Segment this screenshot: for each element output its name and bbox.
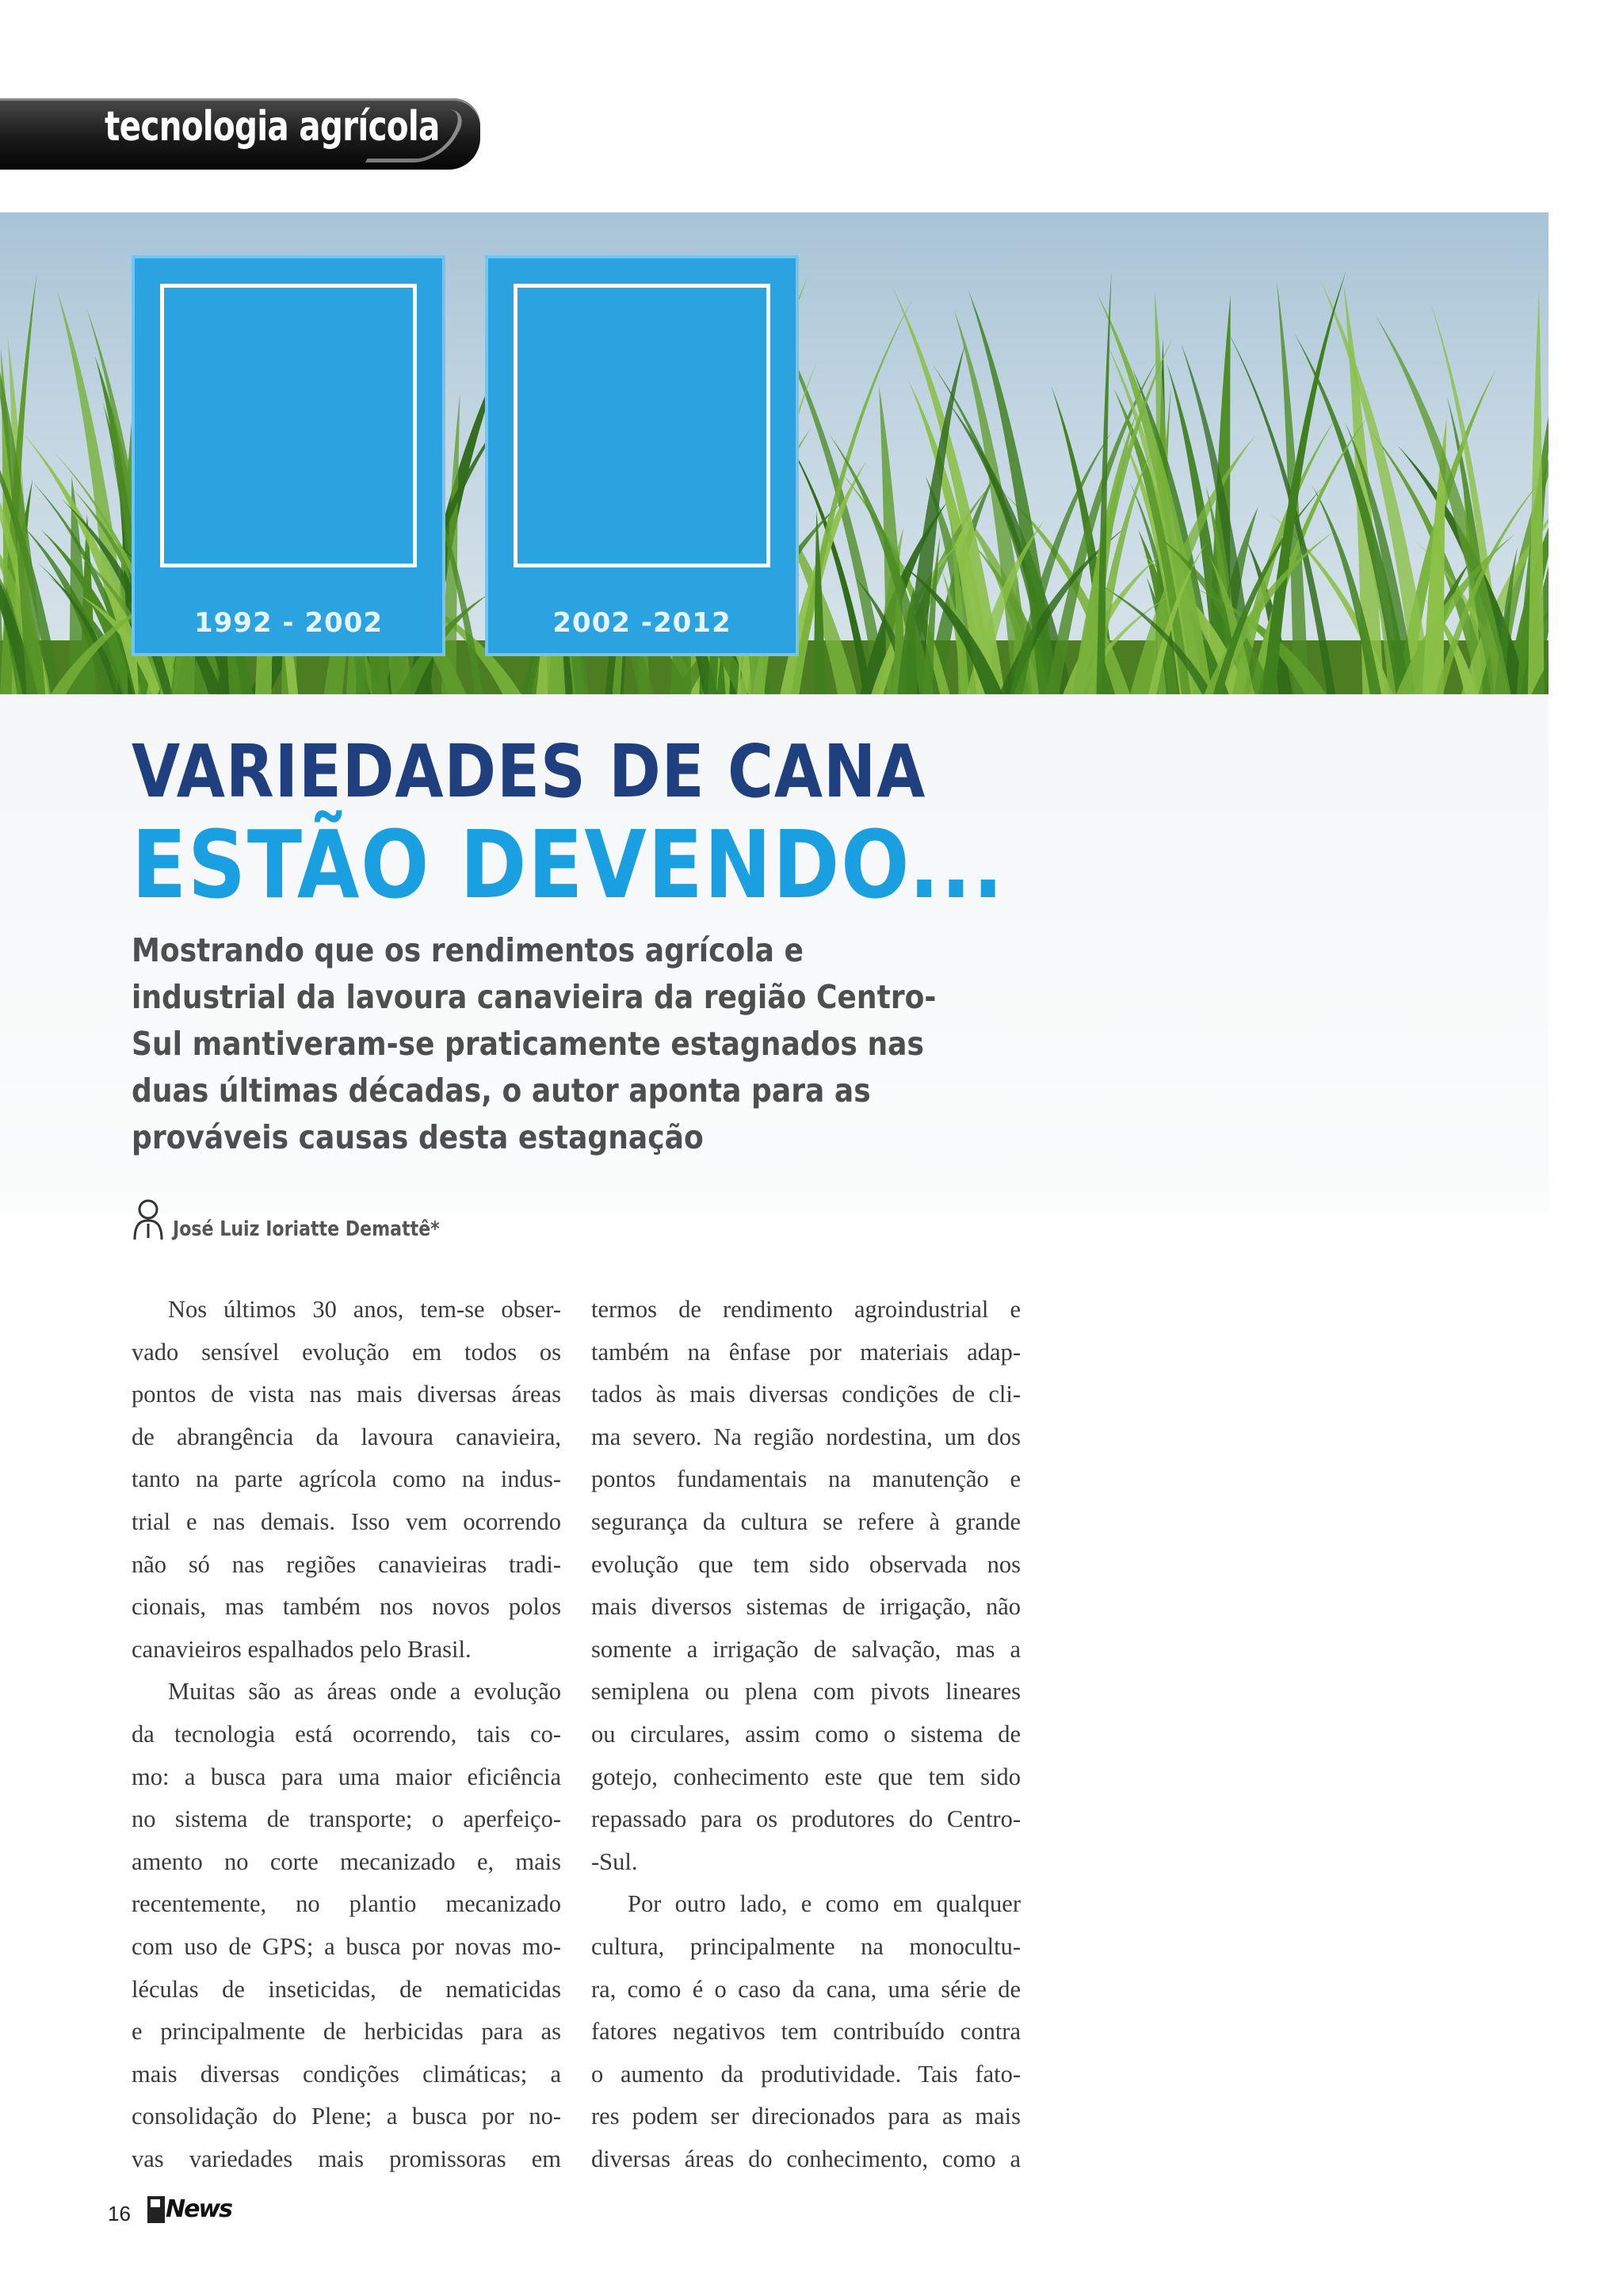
section-label: tecnologia agrícola xyxy=(105,103,440,151)
headline-line-2: ESTÃO DEVENDO... xyxy=(132,810,1005,919)
body-text-line: o aumento da produtividade. Tais fato- xyxy=(591,2060,1021,2088)
subhead-line: industrial da lavoura canavieira da região Centro- xyxy=(132,978,937,1016)
body-text-line: res podem ser direcionados para as mais xyxy=(591,2103,1021,2130)
headline-line-1: VARIEDADES DE CANA xyxy=(132,729,926,814)
body-text-line: também na ênfase por materiais adap- xyxy=(591,1338,1021,1366)
page-number: 16 xyxy=(108,2202,131,2225)
body-text-line: evolução que tem sido observada nos xyxy=(591,1550,1021,1578)
body-text-line: pontos de vista nas mais diversas áreas xyxy=(132,1381,561,1408)
body-column-left xyxy=(132,1289,561,2180)
subhead-line: prováveis causas desta estagnação xyxy=(132,1118,704,1156)
body-text-line: e principalmente de herbicidas para as xyxy=(132,2018,561,2046)
body-text-line: pontos fundamentais na manutenção e xyxy=(591,1465,1021,1493)
body-text-line: cionais, mas também nos novos polos xyxy=(132,1593,561,1621)
person-icon xyxy=(132,1198,166,1241)
body-text-line: canavieiros espalhados pelo Brasil. xyxy=(132,1635,472,1663)
body-text-line: de abrangência da lavoura canavieira, xyxy=(132,1423,561,1450)
body-text-line: no sistema de transporte; o aperfeiço- xyxy=(132,1805,561,1833)
body-text-line: termos de rendimento agroindustrial e xyxy=(591,1296,1021,1323)
body-text-line: amento no corte mecanizado e, mais xyxy=(132,1847,561,1875)
body-text-line: tados às mais diversas condições de cli- xyxy=(591,1381,1021,1408)
year-box-1992 xyxy=(132,255,445,656)
year-range-label: 1992 - 2002 xyxy=(193,607,384,639)
body-text-line: ra, como é o caso da cana, uma série de xyxy=(591,1975,1021,2003)
body-text-line: Muitas são as áreas onde a evolução xyxy=(168,1678,561,1706)
body-text-line: gotejo, conhecimento este que tem sido xyxy=(591,1763,1021,1790)
body-text-line: fatores negativos tem contribuído contra xyxy=(591,2018,1021,2046)
body-text-line: vas variedades mais promissoras em xyxy=(132,2145,561,2172)
logo-mark-icon xyxy=(147,2196,165,2223)
body-text-line: Nos últimos 30 anos, tem-se obser- xyxy=(168,1296,561,1323)
body-text-line: mo: a busca para uma maior eficiência xyxy=(132,1763,561,1790)
author-name: José Luiz Ioriatte Demattê* xyxy=(173,1217,440,1241)
photo-window xyxy=(160,284,417,567)
body-text-line: cultura, principalmente na monocultu- xyxy=(591,1932,1021,1960)
body-column-right xyxy=(591,1289,1021,2180)
magazine-logo xyxy=(147,2195,231,2223)
body-text-line: tanto na parte agrícola como na indus- xyxy=(132,1465,561,1493)
body-text-line: ou circulares, assim como o sistema de xyxy=(591,1720,1021,1748)
body-text-line: vado sensível evolução em todos os xyxy=(132,1338,561,1366)
year-box-2002 xyxy=(485,255,799,656)
body-text-line: Por outro lado, e como em qualquer xyxy=(628,1890,1021,1918)
body-text-line: léculas de inseticidas, de nematicidas xyxy=(132,1975,561,2003)
subhead-line: Mostrando que os rendimentos agrícola e xyxy=(132,931,804,969)
body-text-line: ma severo. Na região nordestina, um dos xyxy=(591,1423,1021,1450)
body-text-line: somente a irrigação de salvação, mas a xyxy=(591,1635,1021,1663)
body-text-line: diversas áreas do conhecimento, como a xyxy=(591,2145,1021,2172)
body-text-line: repassado para os produtores do Centro- xyxy=(591,1805,1021,1833)
body-text-line: mais diversas condições climáticas; a xyxy=(132,2060,561,2088)
year-range-label: 2002 -2012 xyxy=(552,607,731,639)
body-text-line: semiplena ou plena com pivots lineares xyxy=(591,1678,1021,1706)
subheadline xyxy=(132,927,937,1161)
body-text-line: da tecnologia está ocorrendo, tais co- xyxy=(132,1720,561,1748)
logo-word: News xyxy=(166,2195,232,2223)
body-text-line: consolidação do Plene; a busca por no- xyxy=(132,2103,561,2130)
body-text-line: -Sul. xyxy=(591,1847,638,1875)
body-text-line: segurança da cultura se refere à grande xyxy=(591,1507,1021,1535)
hero-image-sugarcane xyxy=(0,212,1549,694)
subhead-line: Sul mantiveram-se praticamente estagnados nas xyxy=(132,1025,924,1063)
photo-window xyxy=(514,284,770,567)
body-text-line: mais diversos sistemas de irrigação, não xyxy=(591,1593,1021,1621)
body-text-line: não só nas regiões canavieiras tradi- xyxy=(132,1550,561,1578)
body-text-line: recentemente, no plantio mecanizado xyxy=(132,1890,561,1918)
body-text-line: com uso de GPS; a busca por novas mo- xyxy=(132,1932,561,1960)
subhead-line: duas últimas décadas, o autor aponta para as xyxy=(132,1072,871,1110)
body-text-line: trial e nas demais. Isso vem ocorrendo xyxy=(132,1507,561,1535)
